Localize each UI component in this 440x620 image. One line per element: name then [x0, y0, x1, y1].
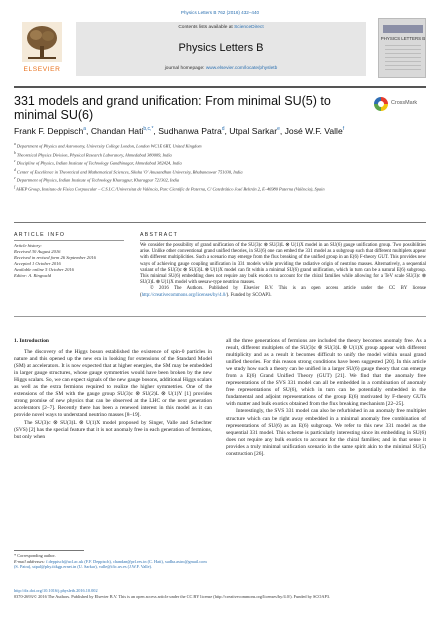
accepted-date: Accepted 1 October 2016 [14, 261, 61, 267]
received-date: Received 30 August 2016 [14, 249, 61, 255]
footnotes [14, 553, 212, 570]
journal-homepage [76, 66, 366, 71]
journal-reference[interactable]: Physics Letters B 762 (2016) 432–440 [180, 10, 260, 15]
article-title: 331 models and grand unification: From minimal SU(5) to minimal SU(6) [14, 94, 331, 122]
affiliation: $^a$ Department of Physics and Astronomy, University College London, London WC1E 6BT, United Kingdom [14, 142, 202, 149]
affiliation: $^b$ Theoretical Physics Division, Physical Research Laboratory, Ahmedabad 380009, India [14, 150, 172, 158]
affiliation-rule [14, 222, 426, 223]
homepage-label: journal homepage: [164, 66, 206, 71]
cover-text-lines [385, 45, 421, 71]
abstract-heading: ABSTRACT [140, 232, 426, 241]
publisher-logo[interactable] [14, 18, 70, 80]
author-affil-mark[interactable]: b,c,* [143, 126, 154, 133]
elsevier-tree-icon [22, 22, 62, 62]
crossmark-icon [374, 97, 388, 111]
doi-link[interactable]: http://dx.doi.org/10.1016/j.physletb.2016.10.002 [14, 588, 98, 593]
paragraph: Interestingly, the SVS 331 model can also be refurbished in an anomaly free multiplet structure which can be right away embedded in a minimal anomaly free combination of representations of SU(6) as an E(6) subgroup. We refer to this new 331 model as the sequential 331 model. This scheme is particularly interesting since its embedding in SU(6) does not require any bulk exotics to account for the chiral families; and in that sense it provides a truly minimal unification scenario in the same spirit akin to the minimal SU(5) construction [26]. [226, 408, 426, 457]
homepage-link[interactable]: www.elsevier.com/locate/physletb [205, 66, 278, 71]
corresponding-author-note: * Corresponding author. [14, 553, 56, 558]
author-name[interactable]: Frank F. Deppisch [14, 126, 84, 136]
email-links[interactable]: f.deppisch@ucl.ac.uk (F.F. Deppisch), chandan@prl.res.in (C. Hati), sudha.astro@gmail.com (S. Patra), utpal@phy.iitkgp.ernet.in (U. Sarkar), valle@ific.uv.es (J.W.F. Valle). [14, 558, 207, 570]
affiliation: $^e$ Department of Physics, Indian Institute of Technology Kharagpur, Kharagpur 721302, India [14, 176, 180, 183]
masthead-rule [14, 86, 426, 88]
affiliation: $^c$ Discipline of Physics, Indian Institute of Technology Gandhinagar, Ahmedabad 382424, India [14, 159, 182, 166]
footnote-rule [14, 550, 84, 551]
editor: Editor: A. Ringwald [14, 273, 52, 279]
article-info-heading: ARTICLE INFO [14, 232, 124, 241]
email-addresses: E-mail addresses: f.deppisch@ucl.ac.uk (F.F. Deppisch), chandan@prl.res.in (C. Hati), sudha.astro@gmail.com (S. Patra), utpal@phy.iitkgp.ernet.in (U. Sarkar), valle@ific.uv.es (J.W.F. Valle). [14, 558, 207, 570]
license-link[interactable]: http://creativecommons.org/licenses/by/4.0/ [141, 292, 227, 298]
affiliation-list [14, 141, 426, 192]
sciencedirect-link[interactable]: ScienceDirect [234, 25, 264, 30]
article-info [14, 243, 126, 280]
author-affil-mark[interactable]: f [342, 126, 345, 133]
crossmark-label: CrossMark [391, 100, 418, 106]
paragraph: all the three generations of fermions are included the theory becomes anomaly free. As a result, different multiplets of the SU(3)c ⊗ SU(3)L ⊗ U(1)X group appear with different multiplicity and as a result it becomes difficult to unify the model within usual grand unified theories. For this reason strong conditions have been suggested [20]. In this article we study how such a theory can be unified in a larger SU(6) gauge theory that can emerge from a E(6) Grand Unified Theory (GUT) [21]. We find that the anomaly free representations of the SVS 331 model can all be embedded in a combination of anomaly free representations of SU(6), which in turn can be potentially embedded in the fundamental and adjoint representations of the group E(6) motivated by F-theory GUTs with matter and bulk exotics obtained from the flux breaking mechanism [22–25]. [226, 338, 426, 408]
section-heading: 1. Introduction [14, 338, 49, 344]
contents-line [76, 25, 366, 30]
affiliation: $^d$ Center of Excellence in Theoretical and Mathematical Sciences, Siksha 'O' Anusandhan University, Bhubaneswar 751030, India [14, 167, 243, 175]
author-affil-mark[interactable]: d [221, 126, 225, 133]
paragraph: The SU(3)c ⊗ SU(3)L ⊗ U(1)X model proposed by Singer, Valle and Schechter (SVS) [2] has the special feature that it is not anomaly free in each generation of fermions, but only when [14, 419, 212, 440]
paragraph: The discovery of the Higgs boson established the existence of spin-0 particles in nature and this opened up the new era in looking for extensions of the Standard Model (SM) at accelerators. It is now expected that at higher energies, the SM may be embedded in larger gauge structures, whose gauge symmetries would have been broken by the new Higgs scalars. So, we can expect signals of the new gauge bosons, additional Higgs scalars as well as the extra fermions required to realize the higher symmetries. One of the extensions of the SM with the gauge group SU(3)c ⊗ SU(2)L ⊗ U(1)Y [1] provides strong promise of new physics that can be observed at the LHC or the next generation accelerators [2–7]. Recently there has been a renewed interest in this model as it can provide novel ways to understand neutrino masses [8–19]. [14, 349, 212, 419]
author-name[interactable]: Utpal Sarkar [229, 126, 278, 136]
affiliation: $^f$ AHEP Group, Instituto de Física Corpuscular – C.S.I.C./Universitat de València, Parc Científic de Paterna, C/ Catedrático José Beltrán 2, E–46980 Paterna (València), Spain [14, 184, 325, 192]
abstract-rule [14, 316, 426, 317]
author-name[interactable]: Chandan Hati [90, 126, 144, 136]
body-column-right [226, 338, 426, 458]
cover-title: PHYSICS LETTERS B [380, 36, 426, 41]
crossmark-badge[interactable] [374, 96, 426, 114]
online-date: Available online 5 October 2016 [14, 267, 74, 273]
doi-block [14, 588, 426, 599]
journal-cover-thumbnail[interactable] [378, 18, 426, 78]
copyright-line: 0370-2693/© 2016 The Authors. Published by Elsevier B.V. This is an open access article under the CC BY license (http://creativecommons.org/licenses/by/4.0/). Funded by SCOAP3. [14, 593, 331, 599]
masthead-center [76, 22, 366, 76]
revised-date: Received in revised form 26 September 2016 [14, 255, 96, 261]
history-label: Article history: [14, 243, 42, 248]
cover-band [383, 25, 423, 33]
abstract-body [140, 243, 426, 299]
author-name[interactable]: Sudhanwa Patra [158, 126, 222, 136]
body-column-left [14, 338, 212, 441]
author-affil-mark[interactable]: a [83, 126, 87, 133]
contents-prefix: Contents lists available at [178, 25, 235, 30]
journal-masthead [14, 18, 426, 84]
abstract-text: We consider the possibility of grand unification of the SU(3)c ⊗ SU(3)L ⊗ U(1)X model in an SU(6) gauge unification group. Two possibilities arise. Unlike other conventional grand unified theories, in SU(6) one can embed the 331 model as a subgroup such that different multiplets appear with different multiplicities. Such a scenario may emerge from the flux breaking of the unified group in an E(6) F-theory GUT. This provides new ways of achieving gauge coupling unification in 331 models while providing the radiative origin of neutrino masses. Alternatively, a sequential variant of the SU(3)c ⊗ SU(3)L ⊗ U(1)X model can fit within a minimal SU(6) grand unification, which in turn can be a natural E(6) subgroup. This minimal SU(6) embedding does not require any bulk exotics to account for the chiral families while allowing for a TeV scale SU(3)c ⊗ SU(3)L ⊗ U(1)X model with seesaw-type neutrino masses. [140, 243, 426, 286]
journal-title: Physics Letters B [178, 42, 264, 54]
abstract-copyright: © 2016 The Authors. Published by Elsevier B.V. This is an open access article under the CC BY license (http://creativecommons.org/licenses/by/4.0/). Funded by SCOAP3. [140, 286, 426, 298]
author-name[interactable]: José W.F. Valle [284, 126, 343, 136]
author-list: Frank F. Deppisch$^a$, Chandan Hati$^{b,c,*}$, Sudhanwa Patra$^d$, Utpal Sarkar$^e$, José W.F. Valle$^f$ [14, 126, 345, 136]
publisher-name: ELSEVIER [23, 66, 61, 73]
author-affil-mark[interactable]: e [277, 126, 280, 133]
